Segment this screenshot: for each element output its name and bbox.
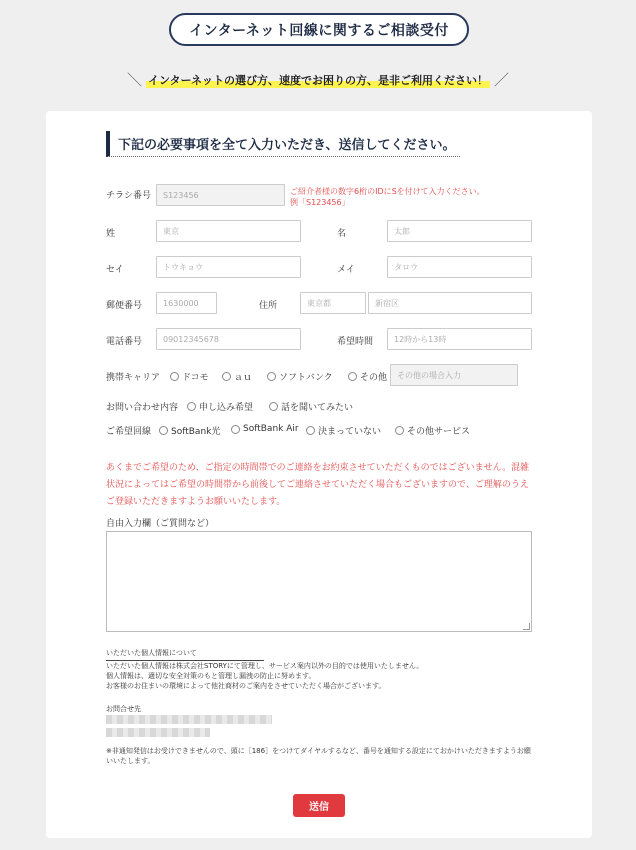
city-input[interactable]: 新宿区 — [368, 292, 532, 314]
privacy-line1: いただいた個人情報は株式会社STORYにて管理し、サービス案内以外の目的では使用いたしません。 — [106, 662, 424, 670]
subtitle-banner — [0, 69, 636, 90]
last-name-label: 姓 — [106, 229, 116, 239]
resize-handle-icon[interactable] — [523, 623, 530, 630]
flyer-hint-line1: ご紹介者様の数字6桁のIDにSを付けて入力ください。 — [290, 187, 485, 196]
line-softbank-hikari-radio[interactable] — [159, 424, 220, 437]
contact-redacted-line1 — [106, 715, 272, 724]
prefecture-input[interactable]: 東京都 — [300, 292, 366, 314]
carrier-other-input[interactable]: その他の場合入力 — [390, 364, 518, 386]
line-undecided-label: 決まっていない — [318, 427, 382, 437]
submit-button[interactable]: 送信 — [293, 794, 345, 817]
slash-left: ＼ — [126, 71, 142, 89]
page-title: インターネット回線に関するご相談受付 — [169, 13, 469, 46]
first-name-input[interactable]: 太郎 — [387, 220, 532, 242]
carrier-label: 携帯キャリア — [106, 373, 161, 383]
radio-circle[interactable] — [170, 372, 179, 381]
carrier-au-label: ａｕ — [234, 373, 253, 383]
flyer-number-label: チラシ番号 — [106, 191, 152, 201]
first-name-label: 名 — [337, 229, 347, 239]
privacy-line2: 個人情報は、適切な安全対策のもと管理し漏洩の防止に努めます。 — [106, 672, 316, 680]
radio-circle[interactable] — [187, 402, 196, 411]
free-text-area[interactable] — [106, 531, 532, 632]
subtitle-text: インターネットの選び方、速度でお困りの方、是非ご利用ください！ — [147, 73, 488, 87]
inquiry-label: お問い合わせ内容 — [106, 403, 179, 413]
address-label: 住所 — [259, 301, 278, 311]
flyer-hint-line2: 例「S123456」 — [290, 198, 350, 207]
radio-circle[interactable] — [231, 425, 240, 434]
carrier-other-label: その他 — [360, 373, 388, 383]
carrier-au-radio[interactable] — [222, 370, 252, 383]
radio-circle[interactable] — [267, 372, 276, 381]
contact-redacted-line2 — [106, 728, 210, 737]
phone-label: 電話番号 — [106, 337, 143, 347]
radio-circle[interactable] — [348, 372, 357, 381]
postal-input[interactable]: 1630000 — [156, 292, 217, 314]
line-undecided-radio[interactable] — [306, 424, 381, 437]
time-label: 希望時間 — [337, 337, 374, 347]
contact-note: ※非通知発信はお受けできませんので、頭に［186］をつけてダイヤルするなど、番号を通知する設定にておかけいただきますようお願いいたします。 — [106, 747, 531, 765]
privacy-heading: いただいた個人情報について — [106, 648, 264, 661]
contact-heading: お問合せ先 — [106, 705, 141, 713]
line-softbank-hikari-label: SoftBank光 — [171, 427, 221, 437]
inquiry-apply-radio[interactable] — [187, 400, 253, 413]
postal-label: 郵便番号 — [106, 301, 143, 311]
radio-circle[interactable] — [269, 402, 278, 411]
timing-notice: あくまでご希望のため、ご指定の時間帯でのご連絡をお約束させていただくものではございません。混雑状況によってはご希望の時間帯から前後してご連絡させていただく場合もございますので、ご理解のうえご登録いただきますようお願いいたします。 — [106, 463, 530, 507]
phone-input[interactable]: 09012345678 — [156, 328, 301, 350]
radio-circle[interactable] — [222, 372, 231, 381]
inquiry-apply-label: 申し込み希望 — [199, 403, 254, 413]
inquiry-info-label: 話を聞いてみたい — [281, 403, 354, 413]
carrier-docomo-radio[interactable] — [170, 370, 209, 383]
first-kana-label: メイ — [337, 265, 355, 275]
carrier-softbank-label: ソフトバンク — [279, 373, 333, 383]
free-text-label: 自由入力欄（ご質問など） — [106, 519, 215, 529]
form-heading: 下記の必要事項を全て入力いただき、送信してください。 — [106, 131, 460, 157]
radio-circle[interactable] — [306, 426, 315, 435]
radio-circle[interactable] — [395, 426, 404, 435]
flyer-number-input[interactable]: S123456 — [156, 184, 285, 206]
carrier-other-radio[interactable] — [348, 370, 387, 383]
privacy-body — [106, 661, 423, 691]
time-input[interactable]: 12時から13時 — [387, 328, 532, 350]
line-other-radio[interactable] — [395, 424, 470, 437]
last-kana-input[interactable]: トウキョウ — [156, 256, 301, 278]
radio-circle[interactable] — [159, 426, 168, 435]
line-other-label: その他サービス — [407, 427, 471, 437]
privacy-line3: お客様のお住まいの環境によって他社商材のご案内をさせていただく場合がございます。 — [106, 682, 386, 690]
line-softbank-air-label: SoftBank Air — [243, 424, 299, 434]
slash-right: ／ — [494, 71, 510, 89]
carrier-softbank-radio[interactable] — [267, 370, 333, 383]
first-kana-input[interactable]: タロウ — [387, 256, 532, 278]
carrier-docomo-label: ドコモ — [182, 373, 209, 383]
last-kana-label: セイ — [106, 265, 124, 275]
flyer-number-hint — [290, 186, 485, 208]
last-name-input[interactable]: 東京 — [156, 220, 301, 242]
inquiry-info-radio[interactable] — [269, 400, 353, 413]
line-label: ご希望回線 — [106, 427, 152, 437]
line-softbank-air-radio[interactable] — [231, 424, 299, 434]
